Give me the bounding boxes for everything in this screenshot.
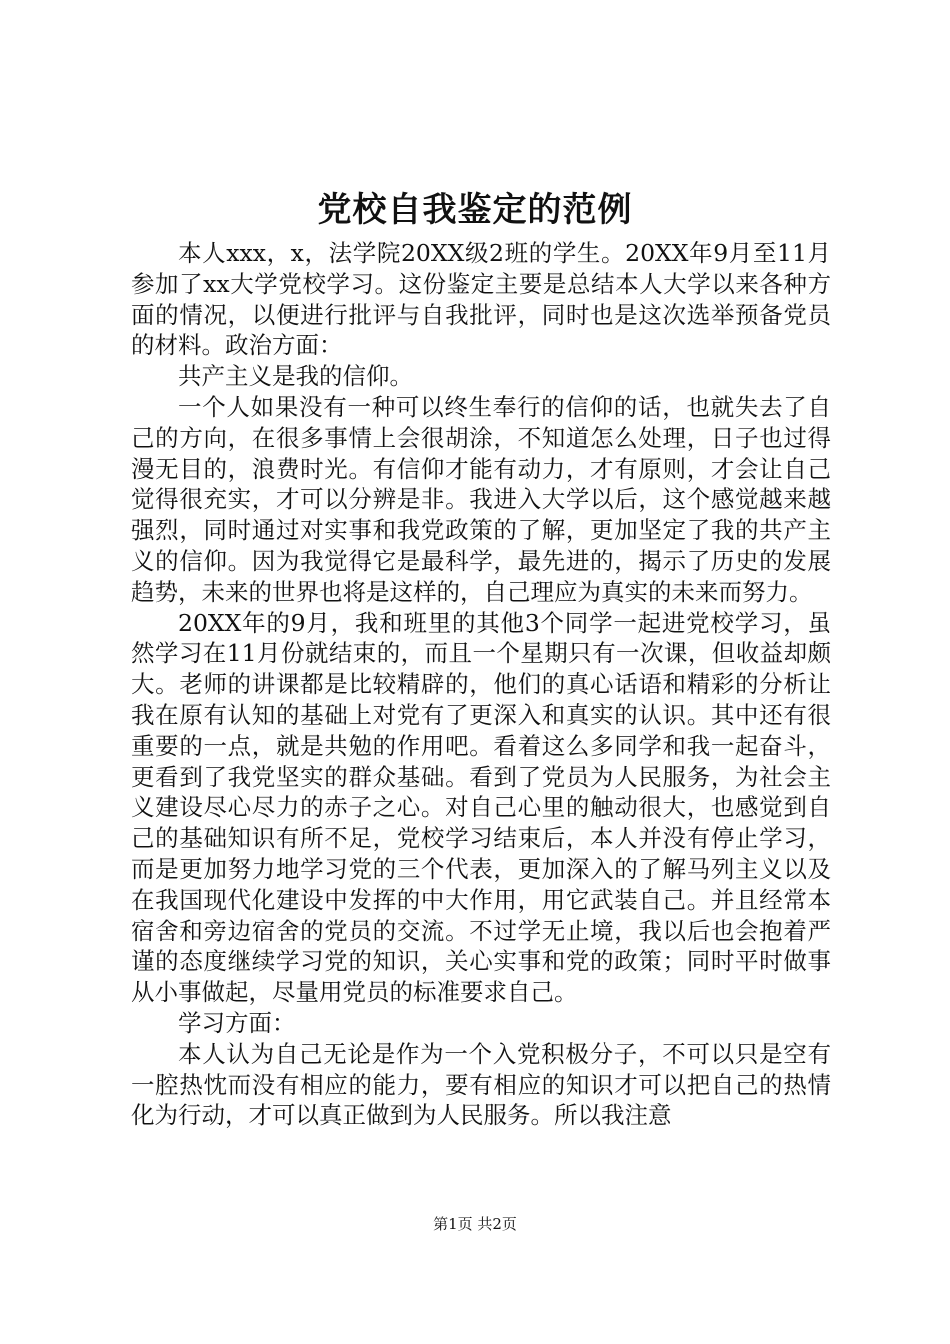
paragraph-study-heading: 学习方面： [178,1008,296,1037]
paragraph-belief: 共产主义是我的信仰。 [178,362,413,391]
document-body [131,238,831,1131]
page-footer: 第1页 共2页 [433,1215,517,1233]
paragraph-party-school: 20XX年的9月，我和班里的其他3个同学一起进党校学习，虽然学习在11月份就结束的，而且一个星期只有一次课，但收益却颇大。老师的讲课都是比较精辟的，他们的真心话语和精彩的分析让我在原有认知的基础上对党有了更深入和真实的认识。其中还有很重要的一点，就是共勉的作用吧。看着这么多同学和我一起奋斗，更看到了我党坚实的群众基础。看到了党员为人民服务，为社会主义建设尽心尽力的赤子之心。对自己心里的触动很大，也感觉到自己的基础知识有所不足，党校学习结束后，本人并没有停止学习，而是更加努力地学习党的三个代表，更加深入的了解马列主义以及在我国现代化建设中发挥的中大作用，用它武装自己。并且经常本宿舍和旁边宿舍的党员的交流。不过学无止境，我以后也会抱着严谨的态度继续学习党的知识，关心实事和党的政策；同时平时做事从小事做起，尽量用党员的标准要求自己。 [131,608,831,1007]
document-title: 党校自我鉴定的范例 [317,190,633,230]
paragraph-intro: 本人xxx，x，法学院20XX级2班的学生。20XX年9月至11月参加了xx大学党校学习。这份鉴定主要是总结本人大学以来各种方面的情况，以便进行批评与自我批评，同时也是这次选举预备党员的材料。政治方面： [131,239,831,360]
paragraph-faith: 一个人如果没有一种可以终生奉行的信仰的话，也就失去了自己的方向，在很多事情上会很胡涂，不知道怎么处理，日子也过得漫无目的，浪费时光。有信仰才能有动力，才有原则，才会让自己觉得很充实，才可以分辨是非。我进入大学以后，这个感觉越来越强烈，同时通过对实事和我党政策的了解，更加坚定了我的共产主义的信仰。因为我觉得它是最科学，最先进的，揭示了历史的发展趋势，未来的世界也将是这样的，自己理应为真实的未来而努力。 [131,392,831,606]
paragraph-study: 本人认为自己无论是作为一个入党积极分子，不可以只是空有一腔热忱而没有相应的能力，要有相应的知识才可以把自己的热情化为行动，才可以真正做到为人民服务。所以我注意 [131,1039,831,1130]
